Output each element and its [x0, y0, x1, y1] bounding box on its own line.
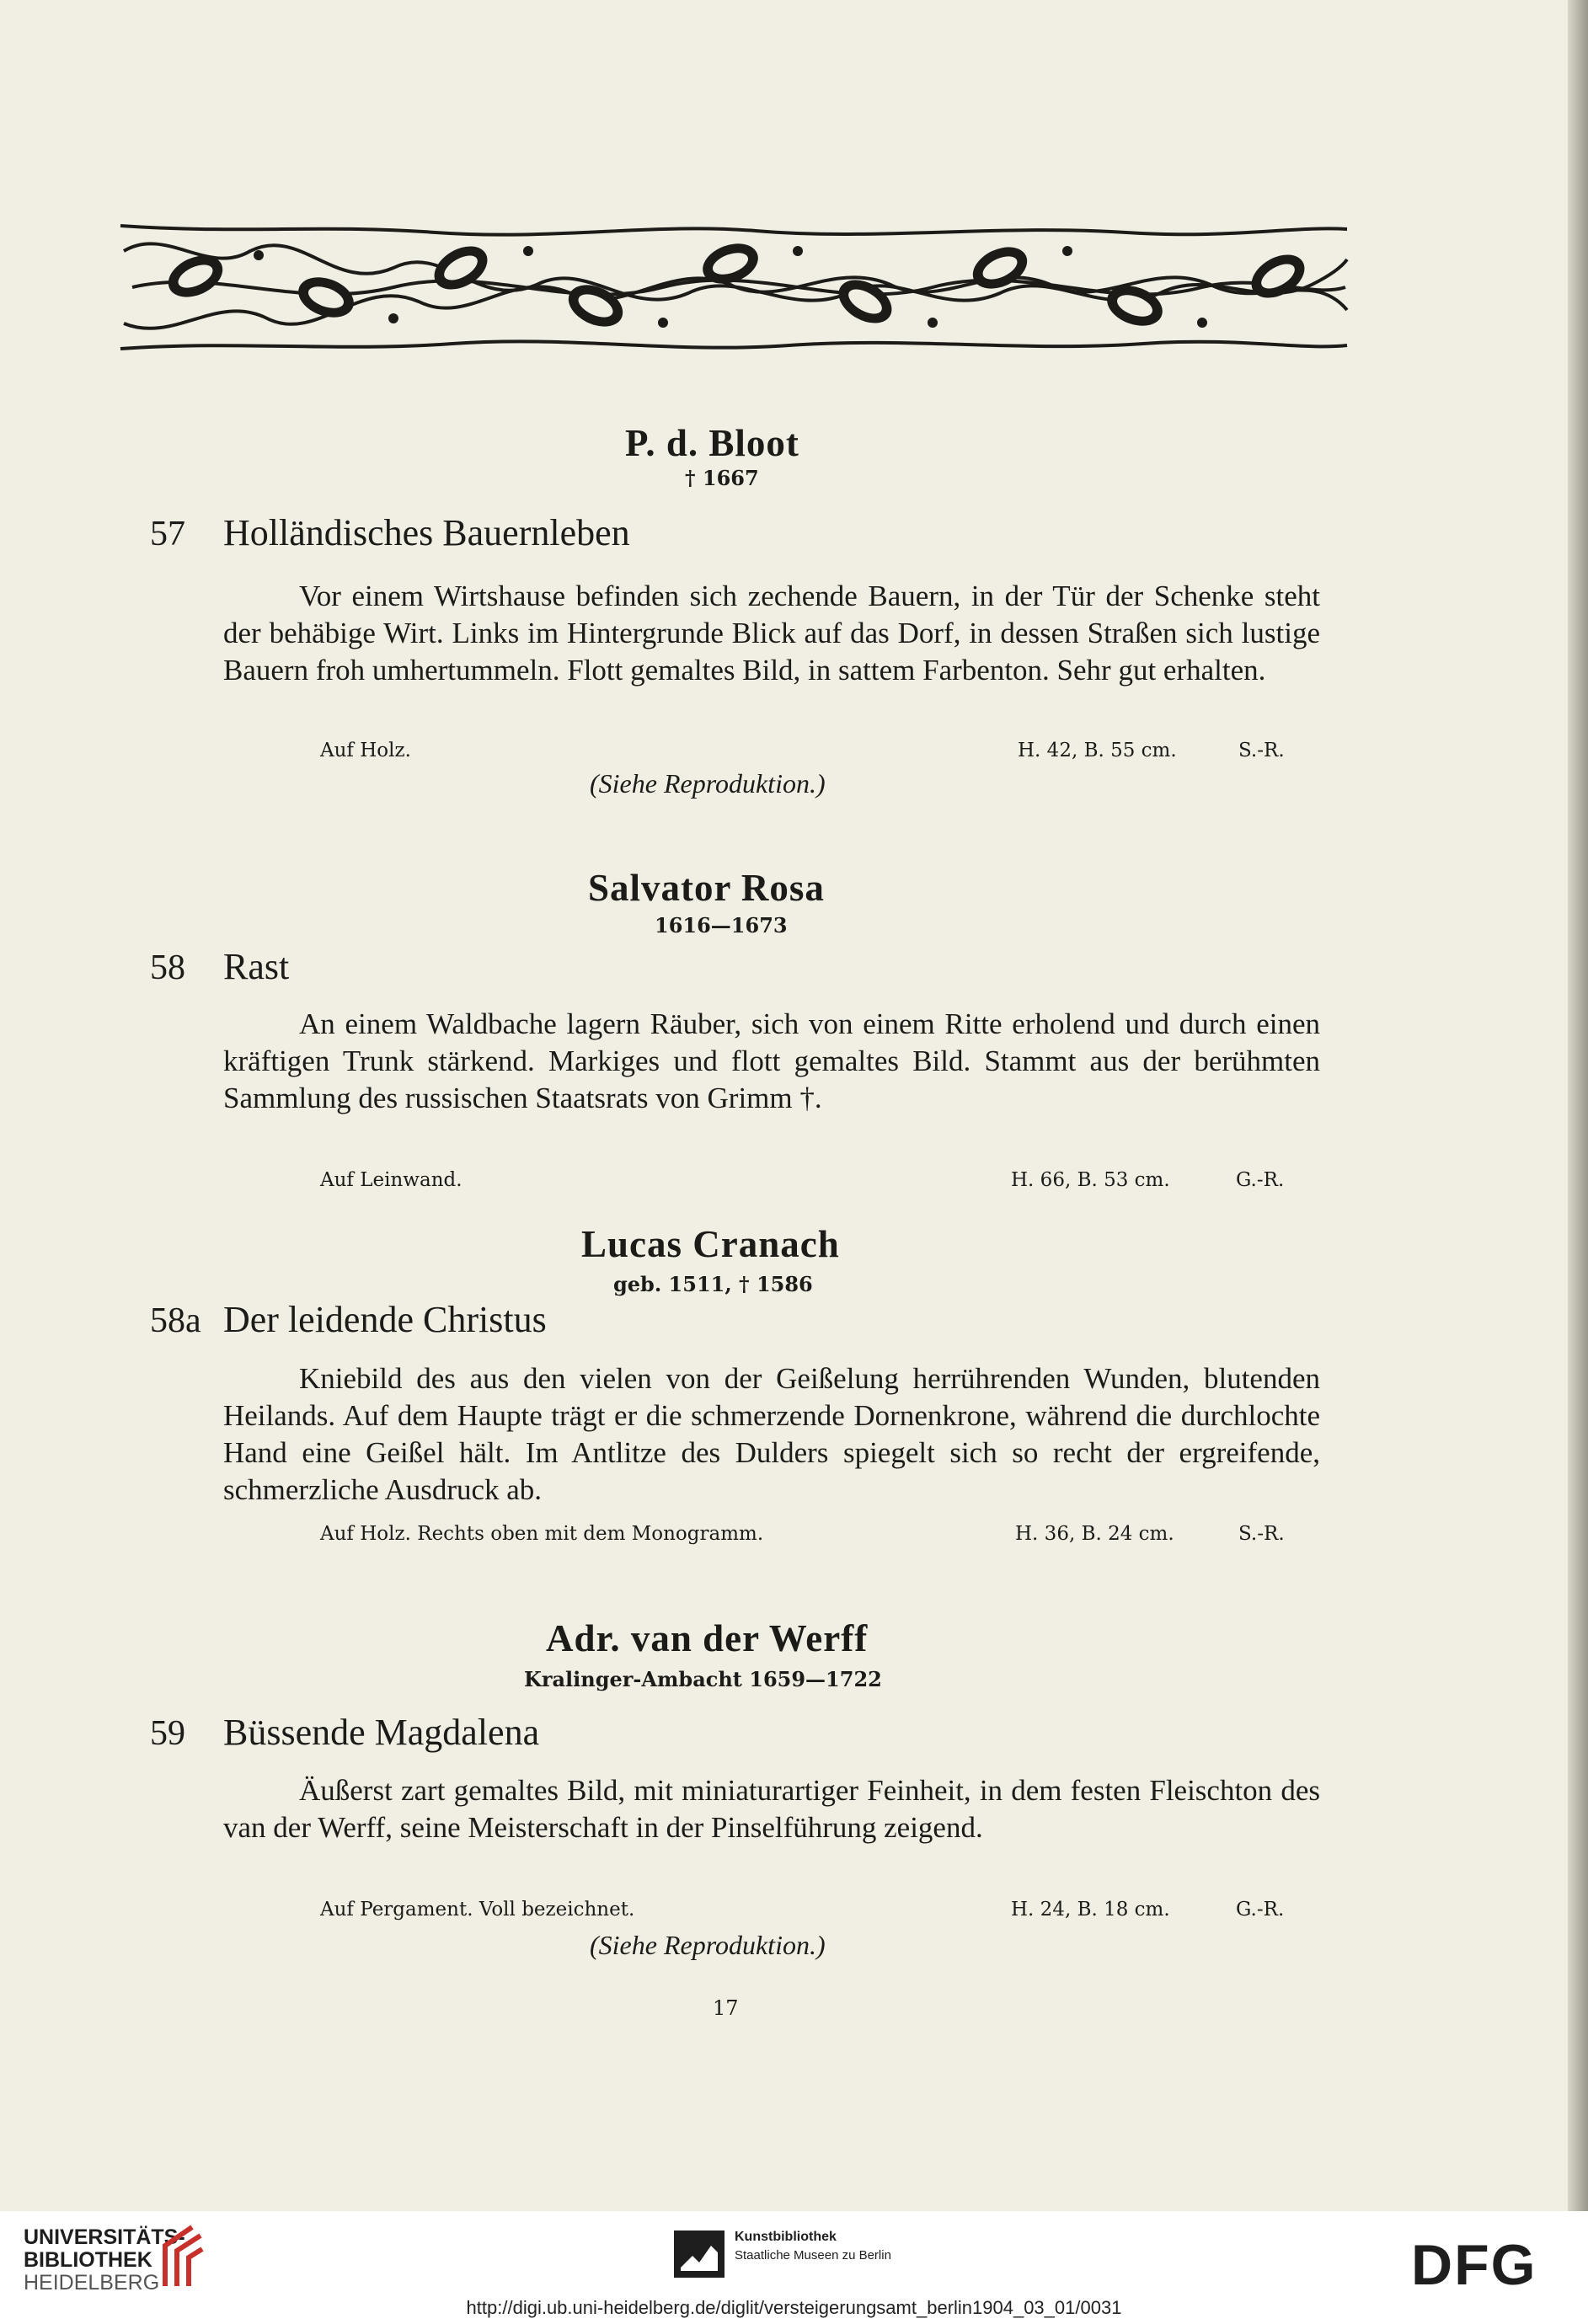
provenance-code: G.-R.	[1236, 1169, 1285, 1191]
lot-number: 58	[150, 948, 185, 987]
kunstbibliothek-text[interactable]	[735, 2228, 891, 2265]
work-title: Holländisches Bauernleben	[223, 512, 630, 553]
artist-name: P. d. Bloot	[625, 422, 799, 464]
medium: Auf Holz. Rechts oben mit dem Monogramm.	[320, 1523, 764, 1545]
artist-dates: † 1667	[685, 466, 759, 490]
ornament-band-icon	[115, 217, 1352, 357]
lot-number: 58a	[150, 1301, 201, 1340]
provenance-code: S.-R.	[1238, 740, 1285, 761]
artist-name: Salvator Rosa	[588, 867, 825, 909]
kunstbibliothek-logo-icon[interactable]	[674, 2231, 724, 2278]
reproduction-note: (Siehe Reproduktion.)	[590, 1930, 826, 1960]
lot-number: 57	[150, 515, 185, 553]
source-url-link[interactable]: http://digi.ub.uni-heidelberg.de/diglit/versteigerungsamt_berlin1904_03_01/0031	[466, 2297, 1122, 2318]
kb-subtitle: Staatliche Museen zu Berlin	[735, 2248, 891, 2263]
medium: Auf Leinwand.	[320, 1169, 462, 1191]
dimensions: H. 36, B. 24 cm.	[1015, 1523, 1174, 1545]
kb-title: Kunstbibliothek	[735, 2230, 837, 2244]
description: Kniebild des aus den vielen von der Geißelung herrührenden Wunden, blutenden Heilands. Auf dem Haupte trägt er die schmerzende Dornenkrone, während die durchlochte Hand eine Geißel hält. Im Antlitze des Dulders spiegelt sich so recht der ergreifende, schmerzliche Ausdruck ab.	[223, 1362, 1320, 1506]
work-title: Rast	[223, 946, 290, 987]
artist-dates: Kralinger-Ambacht 1659—1722	[524, 1667, 882, 1691]
work-title: Büssende Magdalena	[223, 1712, 540, 1753]
dimensions: H. 42, B. 55 cm.	[1018, 740, 1177, 761]
dimensions: H. 24, B. 18 cm.	[1011, 1899, 1170, 1921]
library-line-3: HEIDELBERG	[24, 2271, 160, 2295]
reproduction-note: (Siehe Reproduktion.)	[590, 768, 826, 799]
artist-name: Lucas Cranach	[581, 1223, 840, 1265]
dfg-logo[interactable]: DFG	[1411, 2233, 1537, 2297]
medium: Auf Pergament. Voll bezeichnet.	[320, 1899, 635, 1921]
artist-dates: 1616—1673	[655, 913, 788, 938]
lot-number: 59	[150, 1714, 185, 1753]
library-line-2: BIBLIOTHEK	[24, 2248, 152, 2272]
university-library-logo-icon[interactable]	[158, 2222, 206, 2289]
page-gutter-shadow	[1568, 0, 1588, 2211]
description: Äußerst zart gemaltes Bild, mit miniaturartiger Feinheit, in dem festen Fleischton des van der Werff, seine Meisterschaft in der Pinselführung zeigend.	[223, 1774, 1320, 1844]
artist-name: Adr. van der Werff	[546, 1617, 869, 1659]
dimensions: H. 66, B. 53 cm.	[1011, 1169, 1170, 1191]
artist-dates: geb. 1511, † 1586	[613, 1272, 813, 1296]
description: Vor einem Wirtshause befinden sich zechende Bauern, in der Tür der Schenke steht der behäbige Wirt. Links im Hintergrunde Blick auf das Dorf, in dessen Straßen sich lustige Bauern froh umhertummeln. Flott gemaltes Bild, in sattem Farbenton. Sehr gut erhalten.	[223, 580, 1320, 687]
work-title: Der leidende Christus	[223, 1299, 547, 1340]
provenance-code: S.-R.	[1238, 1523, 1285, 1545]
description: An einem Waldbache lagern Räuber, sich von einem Ritte erholend und durch einen kräftigen Trunk stärkend. Markiges und flott gemaltes Bild. Stammt aus der berühmten Sammlung des russischen Staatsrats von Grimm †.	[223, 1007, 1320, 1114]
page-number: 17	[713, 1996, 739, 2020]
library-line-1: UNIVERSITÄTS-	[24, 2225, 185, 2249]
provenance-code: G.-R.	[1236, 1899, 1285, 1921]
medium: Auf Holz.	[320, 740, 411, 761]
